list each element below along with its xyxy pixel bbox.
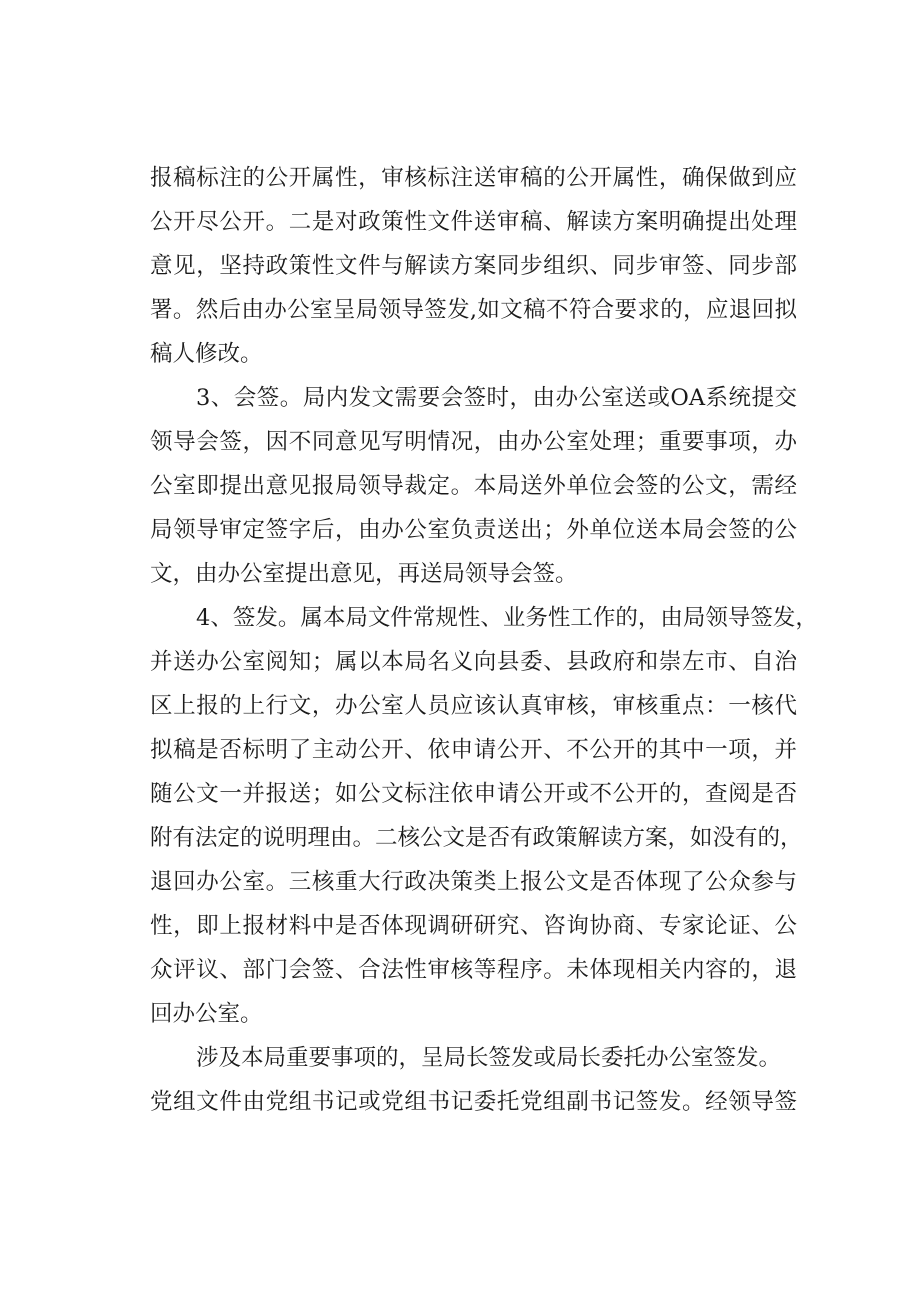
text-line: 局领导审定签字后，由办公室负责送出；外单位送本局会签的公 xyxy=(150,517,797,543)
text-line: 稿人修改。 xyxy=(150,341,263,367)
text-line: 性，即上报材料中是否体现调研研究、咨询协商、专家论证、公 xyxy=(150,913,797,939)
text-line: 文，由办公室提出意见，再送局领导会签。 xyxy=(150,561,578,587)
text-line: 3、会签。局内发文需要会签时，由办公室送或OA系统提交 xyxy=(196,385,797,411)
text-line: 退回办公室。三核重大行政决策类上报公文是否体现了公众参与 xyxy=(150,869,797,895)
text-line: 党组文件由党组书记或党组书记委托党组副书记签发。经领导签 xyxy=(150,1089,797,1115)
text-line: 涉及本局重要事项的，呈局长签发或局长委托办公室签发。 xyxy=(196,1045,782,1071)
text-line: 领导会签，因不同意见写明情况，由办公室处理；重要事项，办 xyxy=(150,429,797,455)
text-line: 报稿标注的公开属性，审核标注送审稿的公开属性，确保做到应 xyxy=(150,165,797,191)
text-line: 意见，坚持政策性文件与解读方案同步组织、同步审签、同步部 xyxy=(150,253,797,279)
text-line: 众评议、部门会签、合法性审核等程序。未体现相关内容的，退 xyxy=(150,957,797,983)
text-line: 并送办公室阅知；属以本局名义向县委、县政府和崇左市、自治 xyxy=(150,649,797,675)
text-line: 公开尽公开。二是对政策性文件送审稿、解读方案明确提出处理 xyxy=(150,209,797,235)
text-line: 区上报的上行文，办公室人员应该认真审核，审核重点：一核代 xyxy=(150,693,797,719)
text-line: 拟稿是否标明了主动公开、依申请公开、不公开的其中一项，并 xyxy=(150,737,797,763)
text-line: 随公文一并报送；如公文标注依申请公开或不公开的，查阅是否 xyxy=(150,781,797,807)
text-line: 回办公室。 xyxy=(150,1001,263,1027)
text-line: 公室即提出意见报局领导裁定。本局送外单位会签的公文，需经 xyxy=(150,473,797,499)
text-line: 4、签发。属本局文件常规性、业务性工作的，由局领导签发， xyxy=(196,605,818,631)
text-line: 附有法定的说明理由。二核公文是否有政策解读方案，如没有的， xyxy=(150,825,803,851)
text-line: 署。然后由办公室呈局领导签发,如文稿不符合要求的，应退回拟 xyxy=(150,297,797,323)
